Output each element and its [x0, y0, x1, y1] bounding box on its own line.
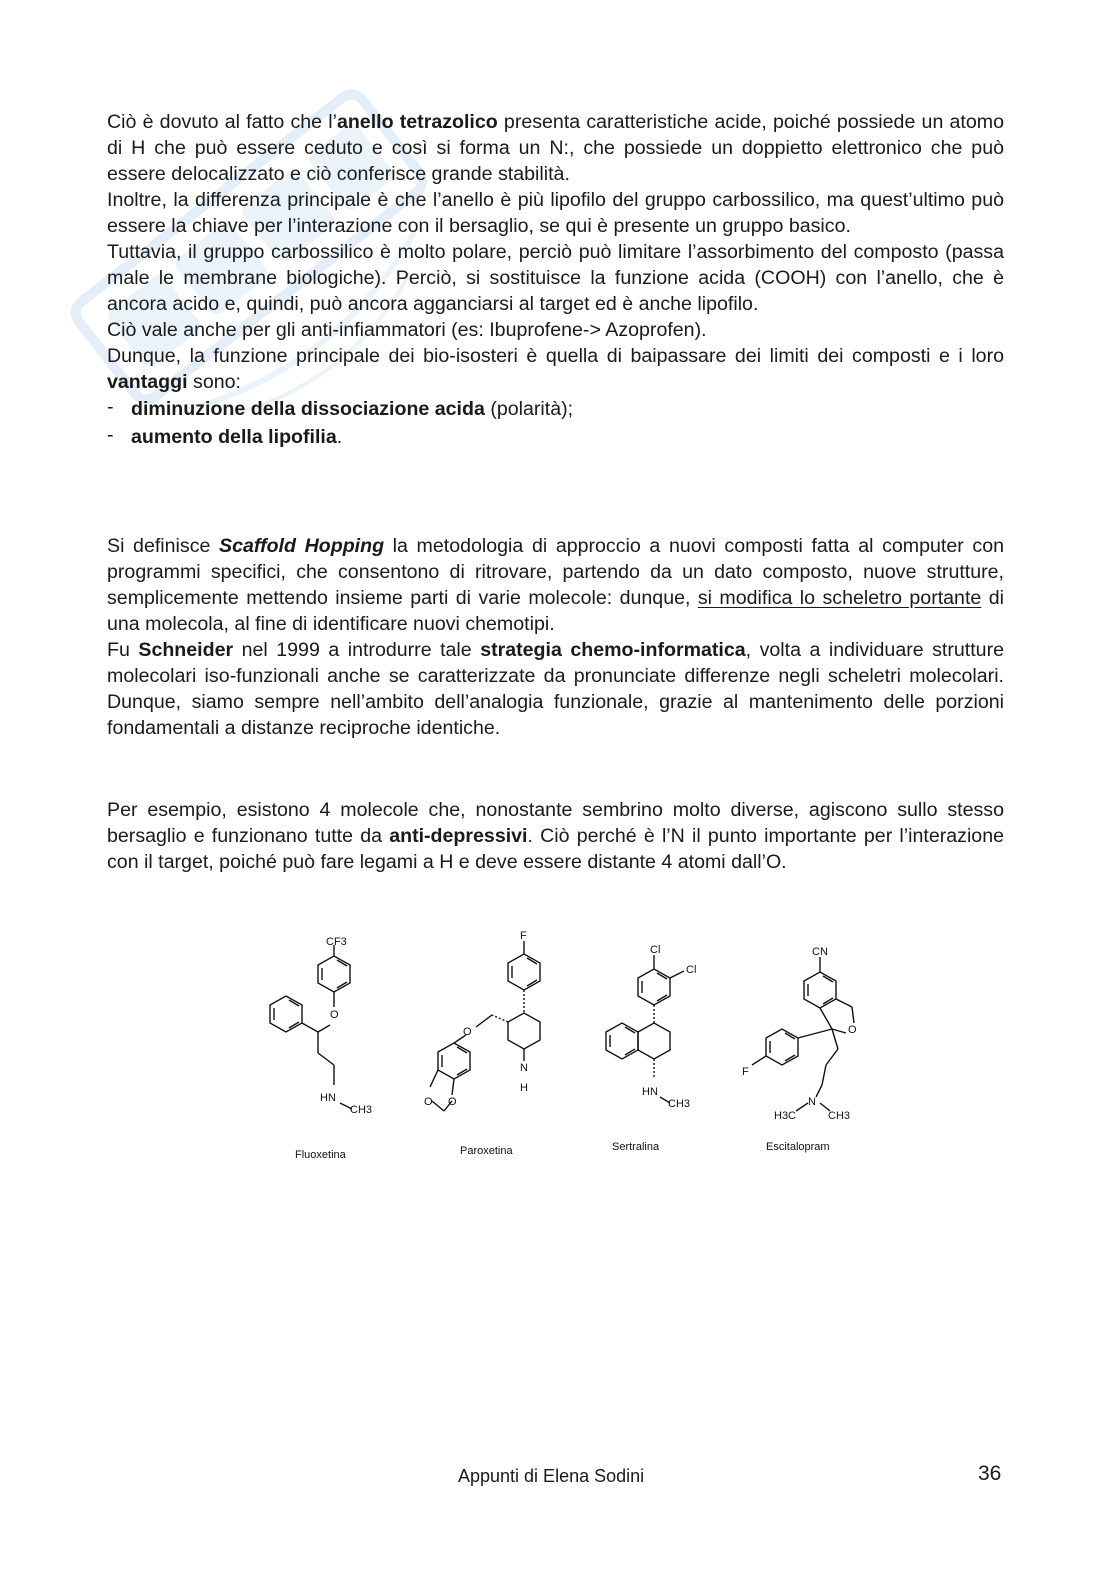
text-run: Ciò è dovuto al fatto che l’	[107, 111, 337, 133]
text-run: , volta a individuare strutture molecolari iso-funzionali anche se caratterizzate da pronunciate differenze negli scheletri molecolari. Dunque, siamo sempre nell’ambito dell’analogia funzionale, grazie al mantenimento delle porzioni fondamentali a distanze reciproche identiche.	[107, 639, 1005, 739]
atom-label-cn: CN	[812, 946, 828, 958]
molecule-name-sertralina: Sertralina	[612, 1141, 660, 1153]
list-item	[107, 423, 1004, 451]
atom-label-hn: HN	[642, 1086, 658, 1098]
text-run: presenta caratteristiche acide, poiché possiede un atomo di H che può essere ceduto e così si forma un N:, che possiede un doppietto elettronico che può essere delocalizzato e ciò conferisce grande stabilità.	[107, 111, 1004, 185]
footer-author: Appunti di Elena Sodini	[458, 1466, 645, 1486]
molecule-sertralina	[606, 944, 696, 1153]
atom-label-h: H	[520, 1082, 528, 1094]
text-block-antidepressants	[107, 797, 1004, 875]
advantages-list	[107, 395, 1004, 451]
antidepressant-structures-figure	[240, 925, 880, 1175]
list-item-bold: aumento della lipofilia	[131, 426, 337, 448]
bold-term-chemoinformatics: strategia chemo-informatica	[480, 639, 746, 661]
list-item	[107, 395, 1004, 423]
bold-italic-term-scaffold-hopping: Scaffold Hopping	[219, 535, 385, 557]
benzene-ring	[270, 996, 302, 1032]
bold-term-advantages: vantaggi	[107, 371, 188, 393]
isobenzofuran-ring	[804, 972, 836, 1008]
atom-label-o: O	[848, 1024, 857, 1036]
paragraph-carboxylic-group: Tuttavia, il gruppo carbossilico è molto polare, perciò può limitare l’assorbimento del composto (passa male le membrane biologiche). Perciò, si sostituisce la funzione acida (COOH) con l’anello, che è ancora acido e, quindi, può ancora agganciarsi al target ed è anche lipofilo.	[107, 241, 1004, 315]
atom-label-ch3: CH3	[668, 1098, 691, 1110]
paragraph-anti-inflammatory: Ciò vale anche per gli anti-infiammatori (es: Ibuprofene-> Azoprofen).	[107, 319, 707, 341]
molecule-name-fluoxetina: Fluoxetina	[295, 1149, 346, 1161]
text-run: nel 1999 a introdurre tale	[233, 639, 481, 661]
text-run: di una molecola, al fine di identificare nuovi chemotipi.	[107, 587, 1004, 635]
text-run: Fu	[107, 639, 139, 661]
atom-label-o: O	[448, 1096, 457, 1108]
paragraph-advantages-intro	[107, 343, 1004, 395]
fluorophenyl-ring	[508, 954, 540, 990]
page-number: 36	[978, 1462, 1002, 1485]
list-item-rest: (polarità);	[484, 398, 574, 420]
dichlorophenyl-ring	[638, 969, 670, 1005]
bold-term-tetrazole-ring: anello tetrazolico	[336, 111, 498, 133]
list-dash: -	[107, 396, 114, 418]
atom-label-o: O	[463, 1026, 472, 1038]
atom-label-ch3: CH3	[350, 1104, 373, 1116]
molecule-paroxetina	[424, 930, 540, 1157]
paragraph-antidepressants	[107, 797, 1004, 875]
text-block-scaffold-hopping	[107, 533, 1004, 741]
bold-term-antidepressants: anti-depressivi	[389, 825, 528, 847]
fused-benzene-ring	[606, 1023, 638, 1059]
list-item-rest: .	[336, 426, 343, 448]
atom-label-n: N	[808, 1096, 816, 1108]
molecule-fluoxetina	[270, 936, 372, 1161]
atom-label-h3c: H3C	[774, 1110, 797, 1122]
piperidine-ring	[508, 1013, 540, 1049]
text-run: . Ciò perché è l’N il punto importante per l’interazione con il target, poiché può fare legami a H e deve essere distante 4 atomi dall’O.	[107, 825, 1004, 873]
structures-svg	[240, 925, 880, 1175]
atom-label-cl: Cl	[686, 964, 697, 976]
fluorophenyl-ring	[766, 1029, 798, 1065]
atom-label-ch3: CH3	[828, 1110, 851, 1122]
paragraph-schneider	[107, 637, 1004, 741]
atom-label-f: F	[520, 930, 527, 942]
underlined-phrase: si modifica lo scheletro portante	[697, 587, 982, 609]
text-run: Per esempio, esistono 4 molecole che, nonostante sembrino molto diverse, agiscono sullo stesso bersaglio e funzionano tutte da	[107, 799, 1004, 847]
molecule-escitalopram	[742, 946, 857, 1153]
text-run: sono:	[187, 371, 241, 393]
text-run: la metodologia di approccio a nuovi composti fatta al computer con programmi specifici, che consentono di ritrovare, partendo da un dato composto, nuove strutture, semplicemente mettendo insieme parti di varie molecole: dunque,	[107, 535, 1004, 609]
atom-label-cf3: CF3	[326, 936, 347, 948]
tetralin-ring	[638, 1023, 670, 1059]
atom-label-o: O	[330, 1009, 339, 1021]
paragraph-lipophilicity: Inoltre, la differenza principale è che l’anello è più lipofilo del gruppo carbossilico, ma quest’ultimo può essere la chiave per l’interazione con il bersaglio, se qui è presente un gruppo basico.	[107, 189, 1004, 237]
atom-label-n: N	[520, 1062, 528, 1074]
atom-label-cl: Cl	[650, 944, 661, 956]
text-block-bioisosteres	[107, 109, 1004, 451]
molecule-name-paroxetina: Paroxetina	[460, 1145, 513, 1157]
benzodioxole-ring	[438, 1043, 470, 1079]
atom-label-f: F	[742, 1066, 749, 1078]
text-run: Dunque, la funzione principale dei bio-isosteri è quella di baipassare dei limiti dei composti e i loro	[107, 345, 1004, 367]
paragraph-tetrazole	[107, 109, 1004, 187]
text-run: Si definisce	[107, 535, 220, 557]
molecule-name-escitalopram: Escitalopram	[766, 1141, 830, 1153]
atom-label-o: O	[424, 1096, 433, 1108]
aryl-ring	[318, 956, 350, 992]
list-item-bold: diminuzione della dissociazione acida	[131, 398, 485, 420]
paragraph-scaffold-hopping	[107, 533, 1004, 637]
bold-term-schneider: Schneider	[138, 639, 234, 661]
atom-label-hn: HN	[320, 1092, 336, 1104]
list-dash: -	[107, 424, 114, 446]
